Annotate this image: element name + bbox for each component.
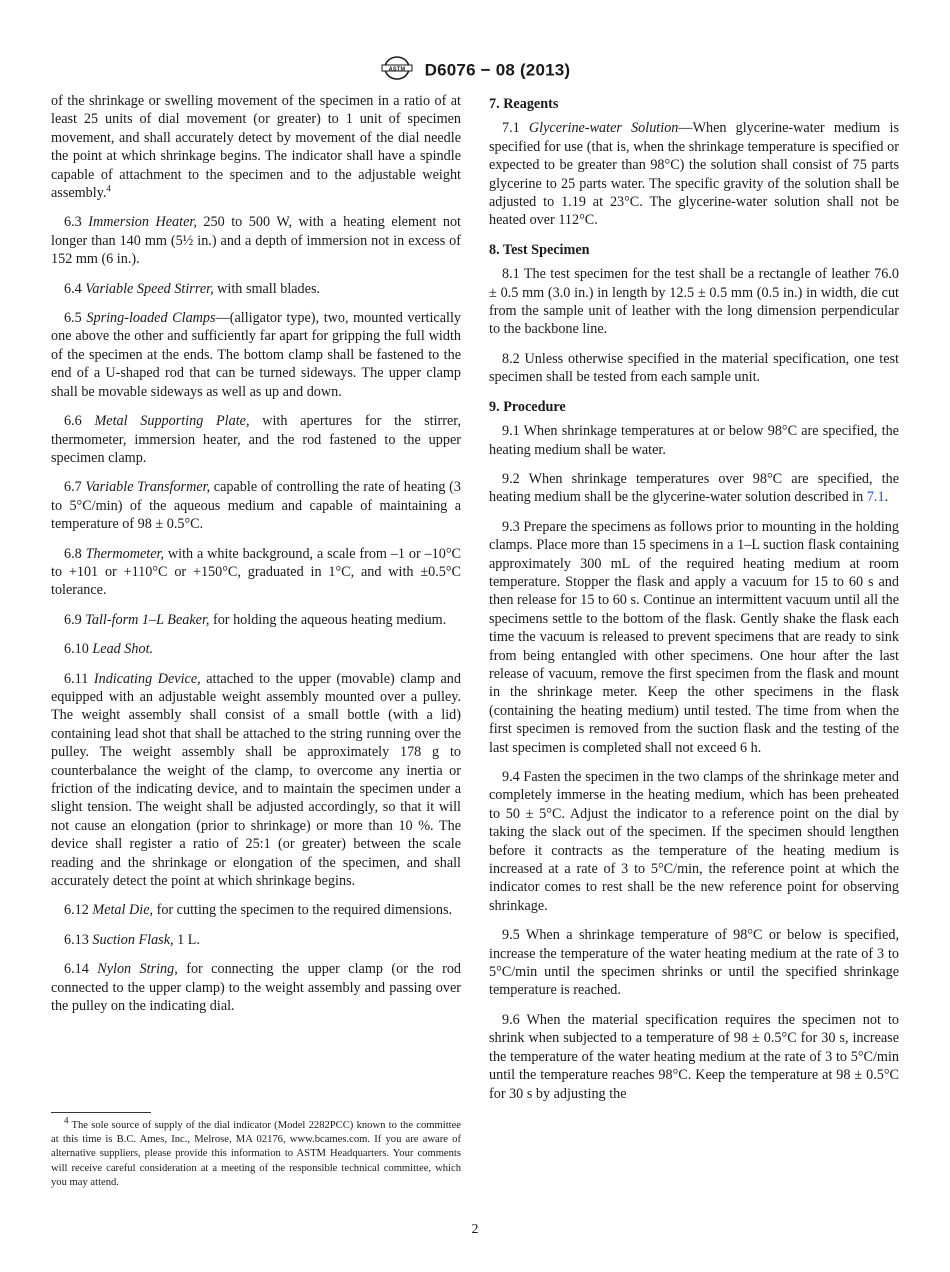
heading-reagents: 7. Reagents — [489, 96, 559, 112]
section-6-10: 6.10 Lead Shot. — [64, 641, 154, 658]
section-9-4: 9.4 Fasten the specimen in the two clamps of the shrinkage meter and completely immerse in the heating medium, which has been preheated to 50 ± 5°C. Adjust the indicator to a reference point on the dial by taking the slack out of the specimen. If the specimen should lengthen before it contracts as the temperature of the heating medium is increased at a rate of 3 to 5°C/min, the reference point at which the indicator comes to rest shall be the new reference point for observing shrinkage. — [489, 769, 899, 914]
section-6-11: 6.11 Indicating Device, attached to the upper (movable) clamp and equipped with an adjustable weight assembly mounted over a pulley. The weight assembly shall consist of a small bottle (with a lid) containing lead shot that shall be attached to the string running over the pulley. The weight assembly shall be approximately 178 g to counterbalance the weight of the clamp, to overcome any inertia or friction of the indicating device, and to maintain the specimen under a slight tension. The weight shall be adjusted accordingly, so that it will not cause an elongation (prior to shrinkage) or more than 10 %. The device shall register a ratio of 25:1 (or greater) between the scale reading and the shrinkage or elongation of the specimen, and shall accurately detect the point at which shrinkage begins. — [51, 670, 461, 890]
heading-test-specimen: 8. Test Specimen — [489, 241, 590, 258]
paragraph-intro: of the shrinkage or swelling movement of the specimen in a ratio of at least 25 units of dial movement (or greater) to 1 unit of specimen movement, and shall accurately detect by movement of the dial needle the point at which shrinkage begins. The indicator shall have a spindle capable of attachment to the specimen and to the adjustable weight assembly.$^4$ — [51, 93, 461, 202]
footnote-divider — [51, 1112, 151, 1113]
section-6-3: 6.3 Immersion Heater, 250 to 500 W, with a heating element not longer than 140 mm (5½ in.) and a depth of immersion not in excess of 152 mm (6 in.). — [51, 214, 461, 268]
section-6-4: 6.4 Variable Speed Stirrer, with small blades. — [64, 280, 321, 297]
section-9-2: 9.2 When shrinkage temperatures over 98°C are specified, the heating medium shall be the glycerine-water solution described in 7.1. — [489, 470, 899, 506]
section-9-1: 9.1 When shrinkage temperatures at or below 98°C are specified, the heating medium shall be water. — [489, 423, 899, 458]
footnote-ref[interactable]: 4 — [106, 183, 111, 194]
section-6-6: 6.6 Metal Supporting Plate, with apertures for the stirrer, thermometer, immersion heater, and the rod fastened to the upper specimen clamp. — [51, 413, 461, 466]
section-9-6: 9.6 When the material specification requires the specimen not to shrink when subjected to a temperature of 98 ± 0.5°C for 30 s, increase the temperature of the water heating medium at the rate of 3 to 5°C/min until the temperature reaches 98°C. Keep the temperature at 98 ± 0.5°C for 30 s by adjusting the — [489, 1011, 899, 1102]
section-9-3: 9.3 Prepare the specimens as follows prior to mounting in the holding clamps. Place more than 15 specimens in a 1–L suction flask containing approximately 300 mL of the required heating medium at room temperature. Stopper the flask and apply a vacuum for 15 to 60 s and then release for 15 to 60 s. Continue an intermittent vacuum until all the specimens settle to the bottom of the flask. Gently shake the flask each time the vacuum is released to prevent specimens that are ready to sink from being entangled with other specimens. One hour after the last release of vacuum, remove the first specimen from the flask and mount in the shrinkage meter. Keep the other specimens in the flask (containing the heating medium) until tested. The time from when the first specimen is removed from the suction flask and the testing of the last specimen is completed shall not exceed 6 h. — [489, 518, 899, 756]
section-6-12: 6.12 Metal Die, for cutting the specimen to the required dimensions. — [64, 902, 453, 919]
section-6-5: 6.5 Spring-loaded Clamps—(alligator type), two, mounted vertically one above the other and sufficiently far apart for gripping the full width of the specimen at the ends. The bottom clamp shall be fastened to the end of a U-shaped rod that can be turned sideways. The upper clamp shall be movable sideways as well as up and down. — [51, 310, 461, 400]
section-8-2: 8.2 Unless otherwise specified in the material specification, one test specimen shall be tested from each sample unit. — [489, 350, 899, 386]
left-column — [51, 92, 461, 1026]
page-header — [0, 56, 950, 85]
section-6-7: 6.7 Variable Transformer, capable of controlling the rate of heating (3 to 5°C/min) of the aqueous medium and capable of maintaining a temperature of 98 ± 0.5°C. — [51, 479, 461, 533]
section-6-8: 6.8 Thermometer, with a white background, a scale from –1 or –10°C to +101 or +110°C or +150°C, graduated in 1°C, and with ±0.5°C tolerance. — [51, 545, 461, 599]
section-8-1: 8.1 The test specimen for the test shall be a rectangle of leather 76.0 ± 0.5 mm (3.0 in.) in length by 12.5 ± 0.5 mm (0.5 in.) in width, die cut from the sample unit of leather with the long dimension perpendicular to the backbone line. — [489, 266, 899, 338]
section-9-5: 9.5 When a shrinkage temperature of 98°C or below is specified, increase the temperature of the water heating medium at the rate of 3 to 5°C/min until the specimen shrinks or until the specified shrinkage temperature is reached. — [489, 927, 899, 999]
section-6-14: 6.14 Nylon String, for connecting the upper clamp (or the rod connected to the upper clamp) to the weight assembly and passing over the pulley on the indicating dial. — [51, 961, 462, 1015]
astm-logo-icon — [380, 56, 414, 85]
section-6-13: 6.13 Suction Flask, 1 L. — [64, 931, 200, 948]
right-column — [489, 92, 899, 1114]
logo-label: ASTM — [388, 66, 406, 73]
section-7-1: 7.1 Glycerine-water Solution—When glycerine-water medium is specified for use (that is, when the shrinkage temperature is specified or expected to be greater than 98°C) the solution shall consist of 75 parts glycerine to 25 parts water. The specific gravity of the solution shall be adjusted to 1.19 at 23°C. The glycerine-water solution shall not be heated over 112°C. — [489, 120, 899, 229]
footnote: $^4$ The sole source of supply of the dial indicator (Model 2282PCC) known to the committee at this time is B.C. Ames, Inc., Melrose, MA 02176, www.bcames.com. If you are aware of alternative suppliers, please provide this information to ASTM Headquarters. Your comments will receive careful consideration at a meeting of the responsible technical committee, which you may attend. — [51, 1115, 461, 1188]
page-number: 2 — [471, 1222, 479, 1237]
footnote-number: 4 — [64, 1115, 69, 1126]
heading-procedure: 9. Procedure — [489, 398, 566, 415]
document-designation: D6076 − 08 (2013) — [424, 60, 571, 80]
section-7-1-link[interactable]: 7.1 — [866, 489, 885, 506]
section-6-9: 6.9 Tall-form 1–L Beaker, for holding the aqueous heating medium. — [64, 611, 447, 628]
